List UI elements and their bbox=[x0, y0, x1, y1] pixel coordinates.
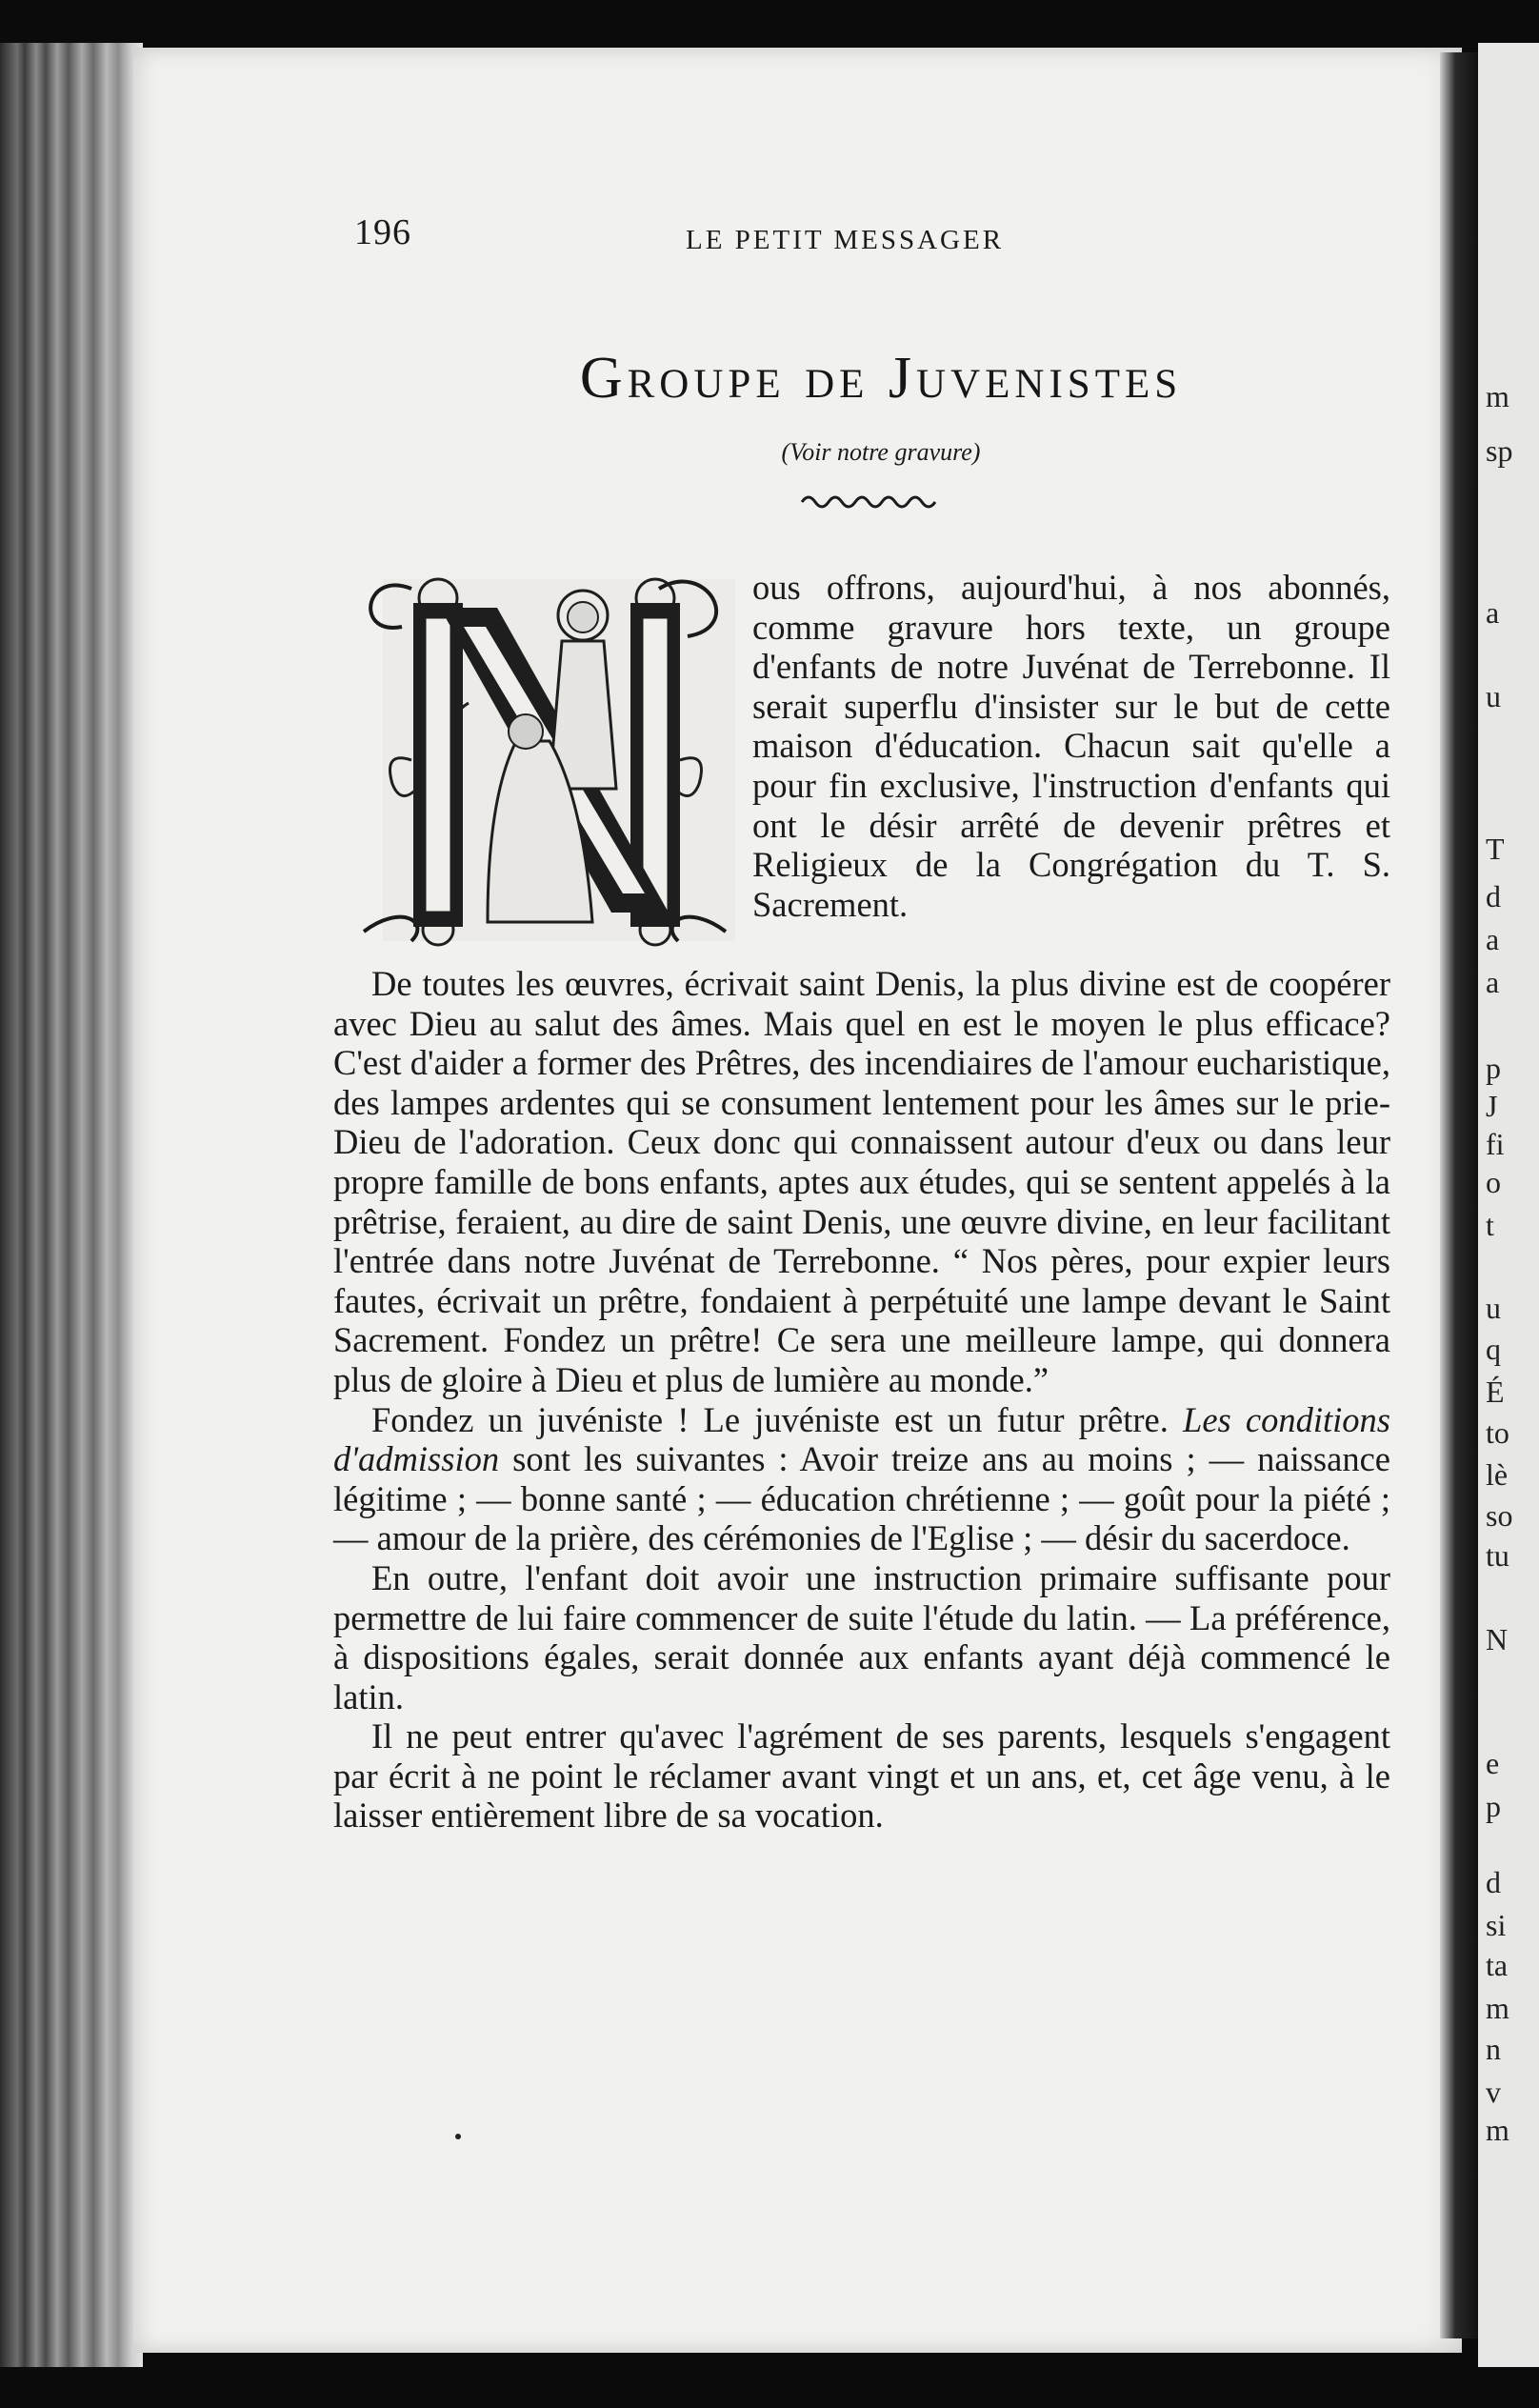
next-page-fragment: m bbox=[1486, 2113, 1509, 2147]
ornament-divider bbox=[800, 491, 943, 512]
lead-text: ous offrons, aujourd'hui, à nos abonnés, comme gravure hors texte, un groupe d'enfants de notre Juvénat de Terrebonne. Il serait superflu d'insister sur le but de cette maison d'éducation. Chacun sait qu'elle a pour fin exclusive, l'instruction d'enfants qui ont le désir arrêté de devenir prêtres et Religieux de la Congrégation du T. S. Sacrement. bbox=[752, 568, 1390, 924]
next-page-fragment: n bbox=[1486, 2032, 1501, 2066]
article-body bbox=[333, 964, 1390, 1836]
next-page-fragment: lè bbox=[1486, 1457, 1509, 1492]
next-page-fragment: a bbox=[1486, 965, 1500, 999]
next-page-fragment: t bbox=[1486, 1208, 1494, 1242]
admission-conditions-phrase: Les conditions d'admission bbox=[333, 1399, 1390, 1479]
lead-paragraph bbox=[752, 568, 1390, 924]
next-page-fragment: v bbox=[1486, 2075, 1501, 2109]
next-page-edge bbox=[1478, 43, 1539, 2367]
next-page-fragment: J bbox=[1486, 1089, 1498, 1123]
next-page-fragment: m bbox=[1486, 1991, 1509, 2025]
next-page-fragment: e bbox=[1486, 1746, 1500, 1780]
page-edge-shadow bbox=[1440, 52, 1478, 2338]
paragraph-2: De toutes les œuvres, écrivait saint Denis, la plus divine est de coopérer avec Dieu au salut des âmes. Mais quel en est le moyen le plus efficace? C'est d'aider a former des Prêtres, des incendiaires de l'amour eucharistique, des lampes ardentes qui se consument lentement pour les âmes sur le prie-Dieu de l'adoration. Ceux donc qui connaissent autour d'eux ou dans leur propre famille de bons enfants, aptes aux études, qui se sentent appelés à la prêtrise, feraient, au dire de saint Denis, une œuvre divine, en leur facilitant l'entrée dans notre Juvénat de Terrebonne. “ Nos pères, pour expier leurs fautes, écrivait un prêtre, fondaient à perpétuité une lampe devant le Saint Sacrement. Fondez un prêtre! Ce sera une meilleure lampe, qui donnera plus de gloire à Dieu et plus de lumière au monde.” bbox=[333, 964, 1390, 1399]
running-title: LE PETIT MESSAGER bbox=[686, 225, 1005, 255]
page-number: 196 bbox=[354, 212, 411, 252]
next-page-fragment: q bbox=[1486, 1332, 1501, 1366]
next-page-fragment: p bbox=[1486, 1789, 1501, 1823]
next-page-fragment: fi bbox=[1486, 1127, 1505, 1161]
paragraph-3-end: sont les suivantes : Avoir treize ans au moins ; — naissance légitime ; — bonne santé ; — éducation chrétienne ; — goût pour la piété ; — amour de la prière, des cérémonies de l'Eglise ; — désir du sacerdoce. bbox=[333, 1439, 1390, 1558]
next-page-fragment: ta bbox=[1486, 1948, 1509, 1982]
next-page-fragment: T bbox=[1486, 832, 1505, 866]
next-page-fragment: u bbox=[1486, 1291, 1501, 1325]
article-title: Groupe de Juvenistes bbox=[579, 346, 1183, 411]
next-page-fragment: a bbox=[1486, 595, 1500, 630]
next-page-fragment: m bbox=[1486, 379, 1509, 413]
next-page-fragment: si bbox=[1486, 1908, 1507, 1942]
book-gutter bbox=[0, 43, 143, 2367]
illuminated-drop-cap bbox=[345, 551, 754, 954]
next-page-fragment: a bbox=[1486, 922, 1500, 956]
next-page-fragment: o bbox=[1486, 1165, 1501, 1199]
next-page-fragment: to bbox=[1486, 1415, 1509, 1450]
article-subtitle: (Voir notre gravure) bbox=[781, 438, 981, 466]
next-page-fragment: N bbox=[1486, 1622, 1509, 1656]
paragraph-3 bbox=[333, 1400, 1390, 1558]
page-speck bbox=[455, 2134, 461, 2139]
next-page-fragment: É bbox=[1486, 1375, 1505, 1409]
next-page-fragment: p bbox=[1486, 1051, 1501, 1085]
next-page-fragment: so bbox=[1486, 1498, 1513, 1533]
next-page-fragment: u bbox=[1486, 679, 1501, 713]
paragraph-5: Il ne peut entrer qu'avec l'agrément de ses parents, lesquels s'engagent par écrit à ne point le réclamer avant vingt et un ans, et, cet âge venu, à le laisser entièrement libre de sa vocation. bbox=[333, 1716, 1390, 1836]
next-page-fragment: d bbox=[1486, 879, 1501, 913]
paragraph-3-start: Fondez un juvéniste ! Le juvéniste est un futur prêtre. bbox=[371, 1399, 1184, 1439]
next-page-fragment: tu bbox=[1486, 1538, 1509, 1573]
next-page-fragment: sp bbox=[1486, 433, 1513, 468]
next-page-fragment: d bbox=[1486, 1865, 1501, 1899]
paragraph-4: En outre, l'enfant doit avoir une instruction primaire suffisante pour permettre de lui faire commencer de suite l'étude du latin. — La préférence, à dispositions égales, serait donnée aux enfants ayant déjà commencé le latin. bbox=[333, 1557, 1390, 1716]
